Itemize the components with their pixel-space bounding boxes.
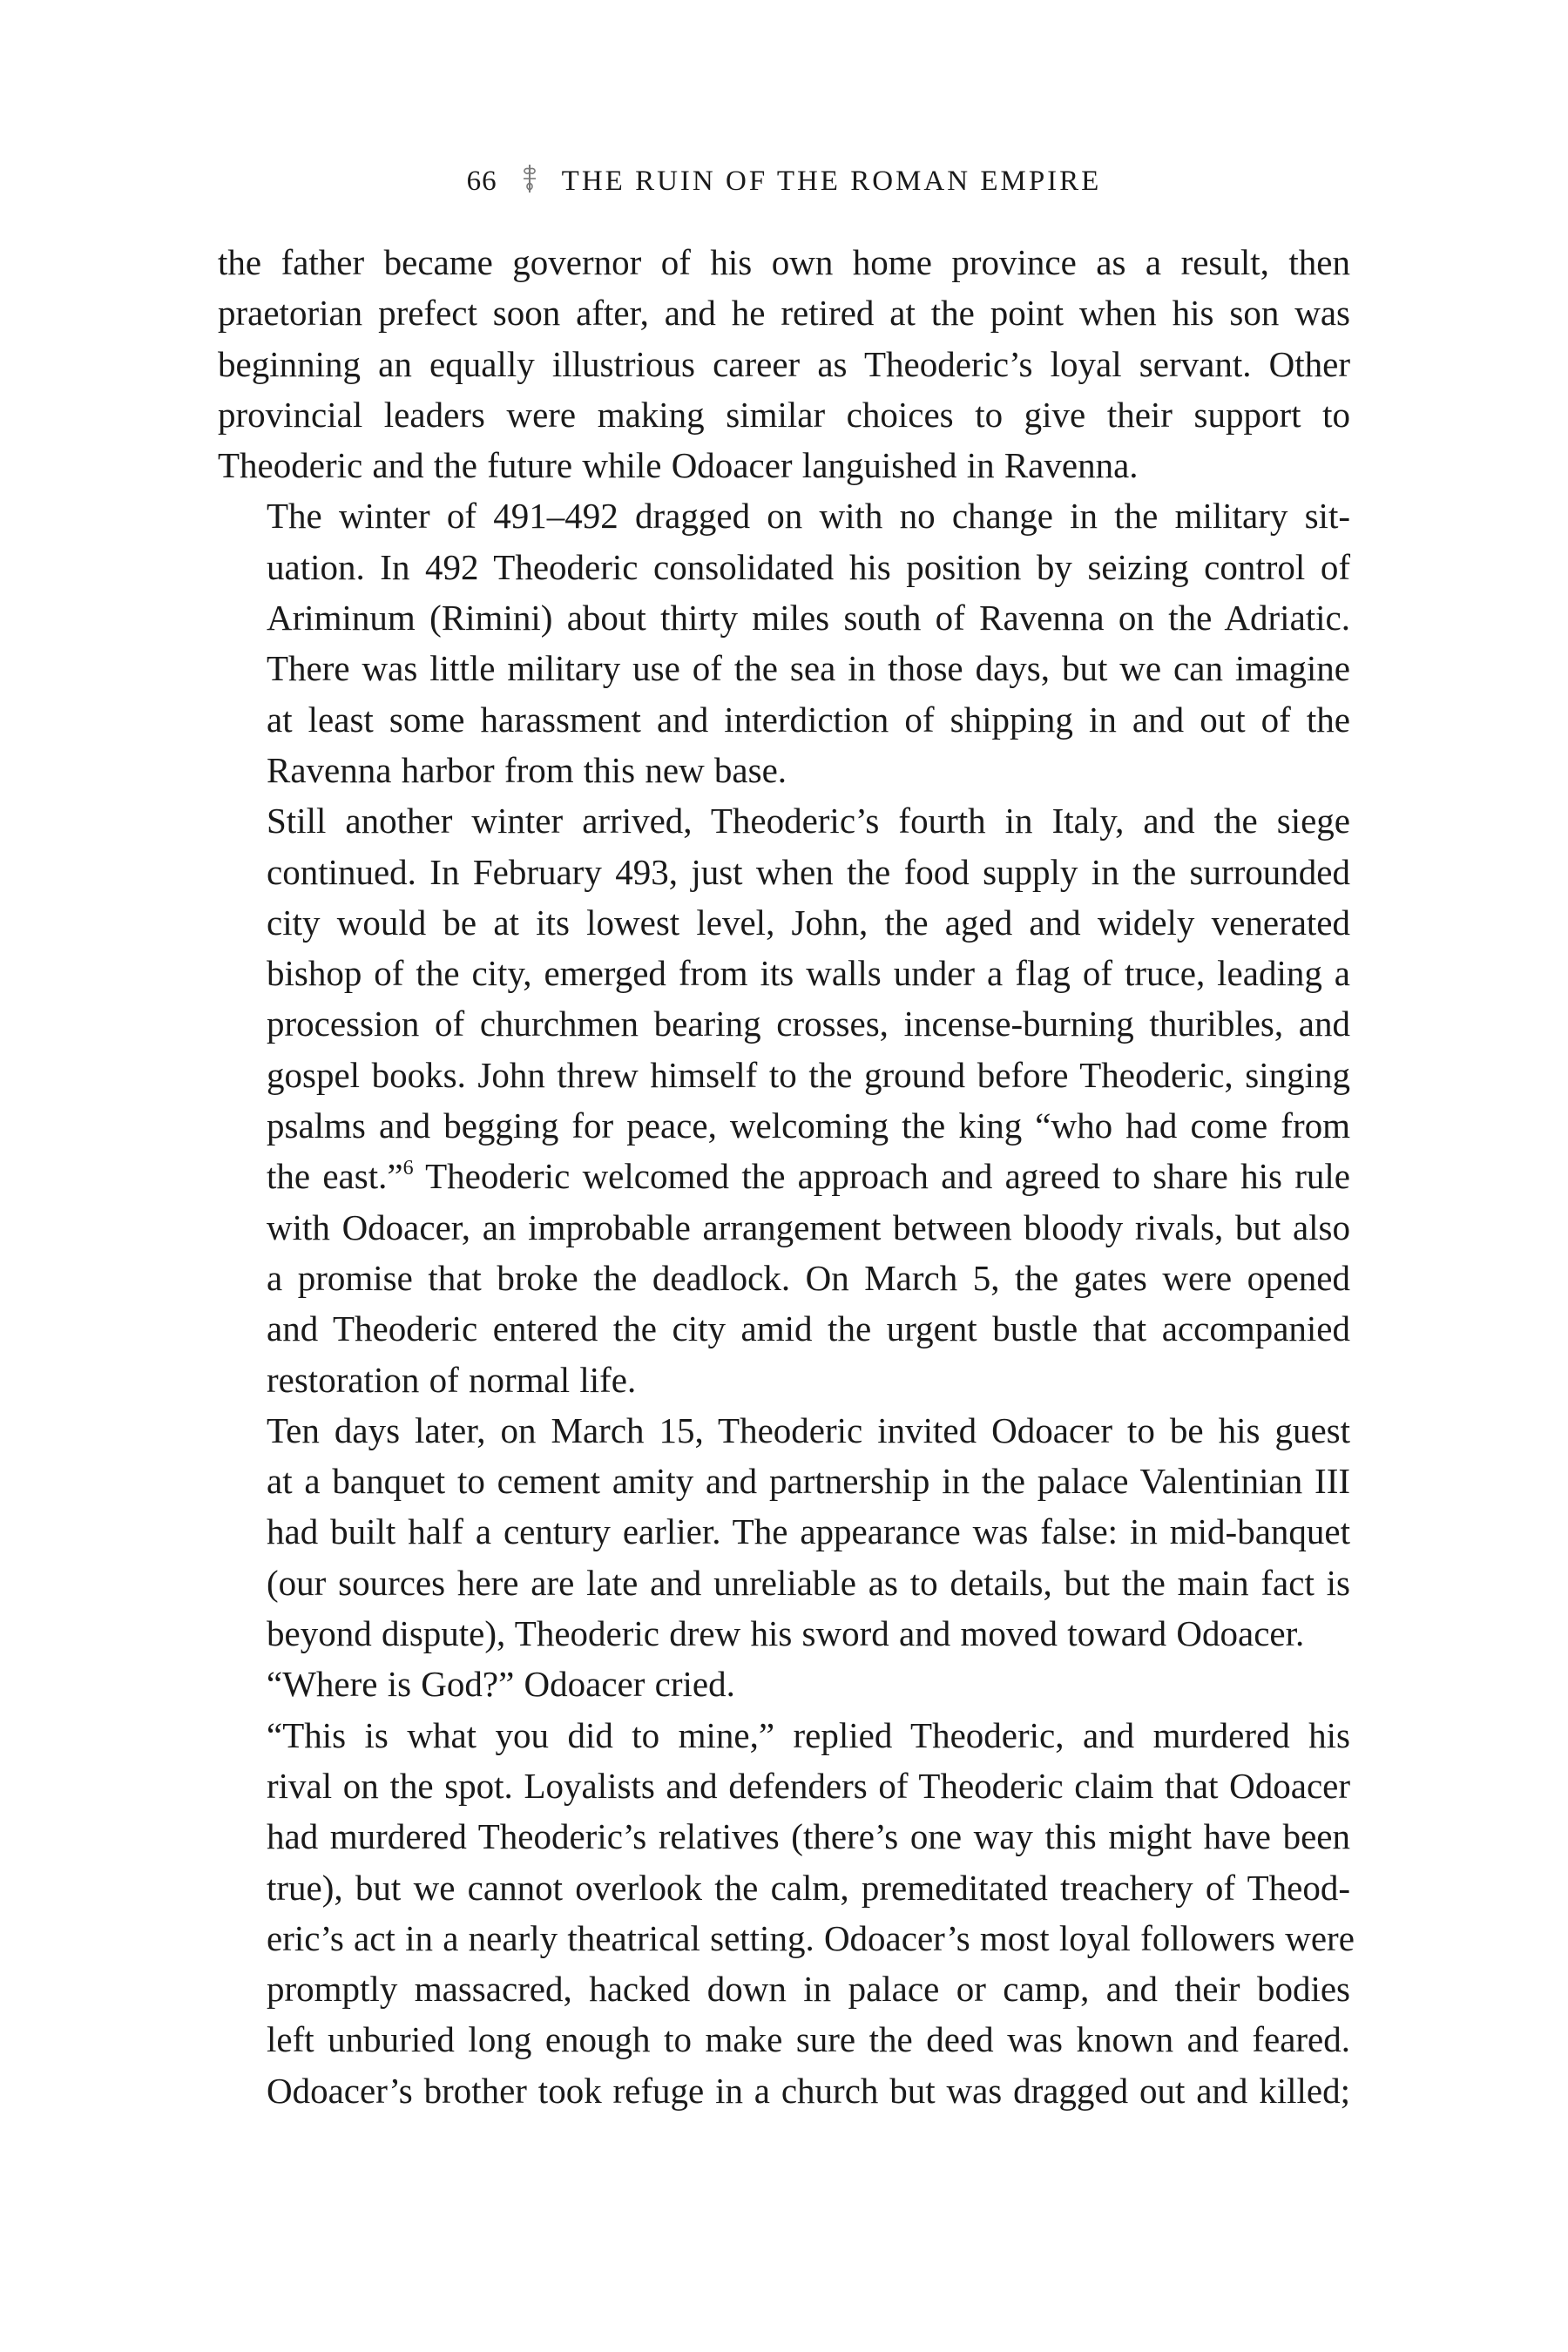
text-line: left unburied long enough to make sure the deed was known and feared. [267, 2019, 1350, 2060]
text-line: gospel books. John threw himself to the ground before Theoderic, singing [267, 1054, 1350, 1095]
text-line: true), but we cannot overlook the calm, premeditated treachery of Theod- [267, 1867, 1350, 1908]
paragraph [218, 1659, 1350, 1709]
running-title: THE RUIN OF THE ROMAN EMPIRE [561, 166, 1102, 197]
text-fragment: the east.” [267, 1156, 403, 1197]
text-line: psalms and begging for peace, welcoming the king “who had come from [267, 1105, 1350, 1146]
paragraph [218, 1405, 1350, 1659]
text-line: Ten days later, on March 15, Theoderic invited Odoacer to be his guest [267, 1409, 1350, 1450]
body-text [218, 237, 1355, 2116]
text-line: at a banquet to cement amity and partnership in the palace Valentinian III [267, 1461, 1350, 1502]
text-line: praetorian prefect soon after, and he retired at the point when his son was [218, 293, 1350, 334]
text-line: rival on the spot. Loyalists and defenders of Theoderic claim that Odoacer [267, 1765, 1350, 1806]
running-head [0, 164, 1568, 201]
paragraph [218, 1710, 1355, 2116]
text-line: had built half a century earlier. The appearance was false: in mid-banquet [267, 1511, 1350, 1552]
text-line: at least some harassment and interdiction of shipping in and out of the [267, 699, 1350, 740]
text-line: procession of churchmen bearing crosses, incense-burning thuribles, and [267, 1004, 1350, 1044]
text-line-with-note [218, 1151, 1350, 1201]
paragraph [218, 490, 1350, 795]
text-line: Ariminum (Rimini) about thirty miles south of Ravenna on the Adriatic. [267, 598, 1350, 639]
fleuron-icon [520, 164, 539, 201]
text-line: Ravenna harbor from this new base. [267, 749, 787, 790]
text-line: city would be at its lowest level, John, the aged and widely venerated [267, 902, 1350, 943]
text-line: beyond dispute), Theoderic drew his sword and moved toward Odoacer. [267, 1613, 1305, 1654]
text-fragment: Theoderic welcomed the approach and agreed to share his rule [425, 1156, 1351, 1197]
text-line: Still another winter arrived, Theoderic’s fourth in Italy, and the siege [267, 801, 1350, 841]
text-line: continued. In February 493, just when the food supply in the surrounded [267, 851, 1350, 892]
text-line: a promise that broke the deadlock. On March 5, the gates were opened [267, 1257, 1350, 1298]
text-line: restoration of normal life. [267, 1359, 637, 1400]
text-line: with Odoacer, an improbable arrangement between bloody rivals, but also [267, 1206, 1350, 1247]
text-line: the father became governor of his own home province as a result, then [218, 242, 1350, 282]
paragraph [218, 237, 1350, 490]
text-line: Odoacer’s brother took refuge in a church but was dragged out and killed; [267, 2070, 1350, 2111]
text-line: beginning an equally illustrious career as Theoderic’s loyal servant. Other [218, 343, 1350, 384]
text-line: and Theoderic entered the city amid the urgent bustle that accompanied [267, 1308, 1350, 1349]
page-number: 66 [466, 166, 497, 197]
text-line: “This is what you did to mine,” replied Theoderic, and murdered his [267, 1714, 1350, 1755]
text-line: “Where is God?” Odoacer cried. [267, 1664, 735, 1705]
paragraph [218, 795, 1350, 1405]
text-line: promptly massacred, hacked down in palace or camp, and their bodies [267, 1969, 1350, 2010]
text-line: (our sources here are late and unreliable as to details, but the main fact is [267, 1562, 1350, 1603]
text-line: Theoderic and the future while Odoacer languished in Ravenna. [218, 445, 1139, 486]
text-line: bishop of the city, emerged from its walls under a flag of truce, leading a [267, 953, 1350, 994]
text-line: The winter of 491–492 dragged on with no change in the military sit- [267, 496, 1350, 537]
text-line: had murdered Theoderic’s relatives (there’s one way this might have been [267, 1816, 1350, 1857]
text-line: eric’s act in a nearly theatrical setting. Odoacer’s most loyal followers were [267, 1917, 1355, 1958]
footnote-reference[interactable]: 6 [402, 1157, 414, 1180]
text-line: provincial leaders were making similar choices to give their support to [218, 394, 1350, 435]
text-line: uation. In 492 Theoderic consolidated his position by seizing control of [267, 546, 1350, 587]
text-line: There was little military use of the sea in those days, but we can imagine [267, 648, 1350, 689]
